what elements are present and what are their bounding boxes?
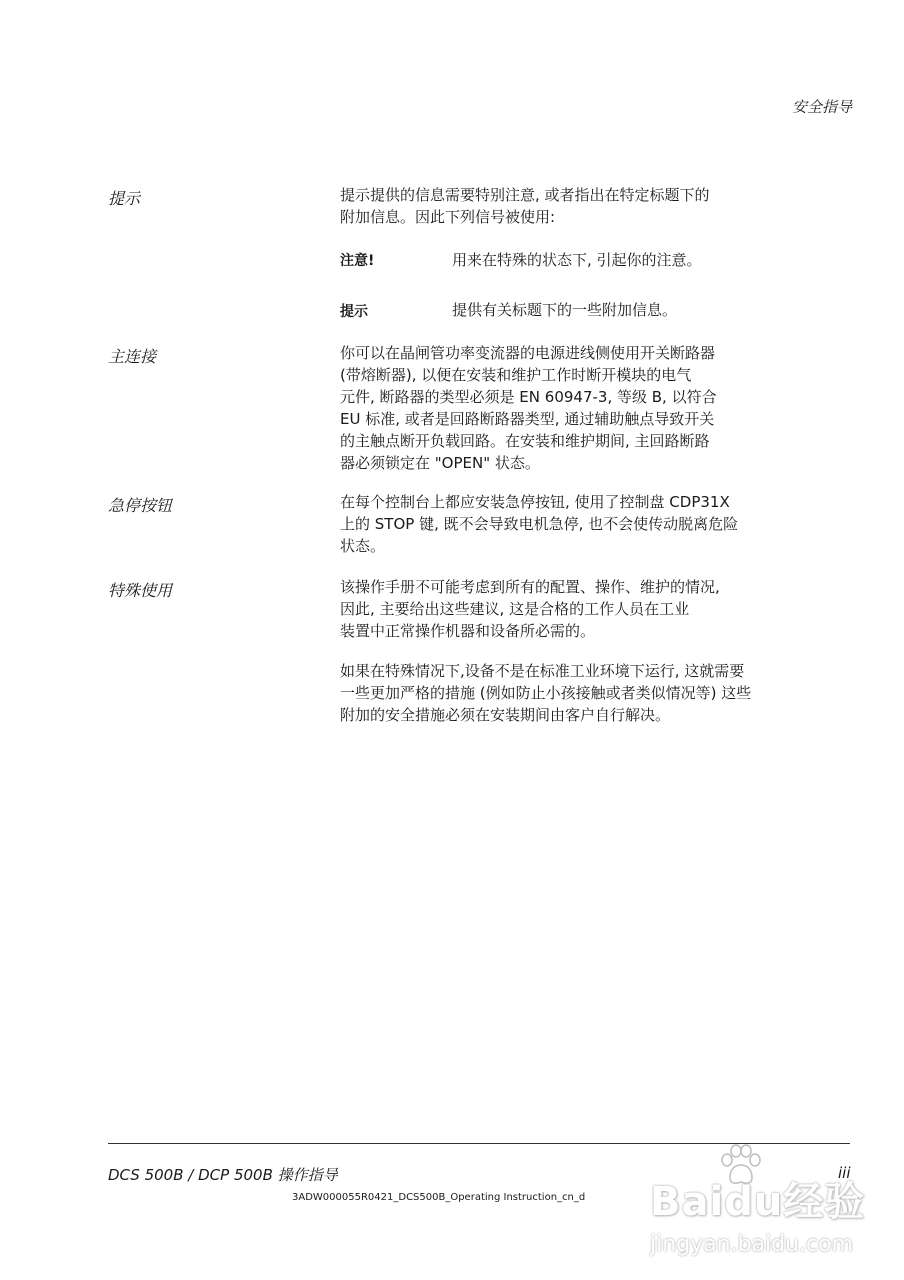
section-heading-hint: 提示 (108, 189, 141, 208)
signal-term-hint: 提示 (340, 304, 368, 320)
signal-term-caution: 注意! (340, 253, 375, 269)
signal-desc-caution: 用来在特殊的状态下, 引起你的注意。 (452, 251, 702, 269)
hint-intro-paragraph: 提示提供的信息需要特别注意, 或者指出在特定标题下的 附加信息。因此下列信号被使用: (340, 186, 710, 226)
page-header-title: 安全指导 (791, 98, 852, 116)
footer-title: DCS 500B / DCP 500B 操作指导 (108, 1166, 338, 1184)
section-heading-main-connection: 主连接 (108, 347, 157, 366)
main-connection-paragraph: 你可以在晶闸管功率变流器的电源进线侧使用开关断路器 (带熔断器), 以便在安装和维护工作时断开模块的电气 元件, 断路器的类型必须是 EN 60947-3, 等级 B, 以符合 EU 标准, 或者是回路断路器类型, 通过辅助触点导致开关 的主触点断开负载回路。在安装和维护期间, 主回路断路 器必须锁定在 "OPEN" 状态。 (340, 344, 717, 472)
section-heading-special-use: 特殊使用 (108, 581, 173, 600)
special-use-paragraph-2: 如果在特殊情况下,设备不是在标准工业环境下运行, 这就需要 一些更加严格的措施 (例如防止小孩接触或者类似情况等) 这些 附加的安全措施必须在安装期间由客户自行解决。 (340, 662, 752, 724)
section-heading-emergency-stop: 急停按钮 (108, 496, 173, 515)
footer-doc-id: 3ADW000055R0421_DCS500B_Operating Instruction_cn_d (292, 1192, 586, 1203)
watermark-url: jingyan.baidu.com (650, 1232, 854, 1257)
signal-desc-hint: 提供有关标题下的一些附加信息。 (452, 301, 678, 319)
watermark-brand: Baidu经验 (650, 1179, 866, 1225)
baidu-watermark (630, 1140, 890, 1275)
special-use-paragraph-1: 该操作手册不可能考虑到所有的配置、操作、维护的情况, 因此, 主要给出这些建议, 这是合格的工作人员在工业 装置中正常操作机器和设备所必需的。 (340, 578, 720, 640)
footer-page-number: iii (838, 1164, 851, 1182)
emergency-stop-paragraph: 在每个控制台上都应安装急停按钮, 使用了控制盘 CDP31X 上的 STOP 键, 既不会导致电机急停, 也不会使传动脱离危险 状态。 (340, 493, 739, 555)
